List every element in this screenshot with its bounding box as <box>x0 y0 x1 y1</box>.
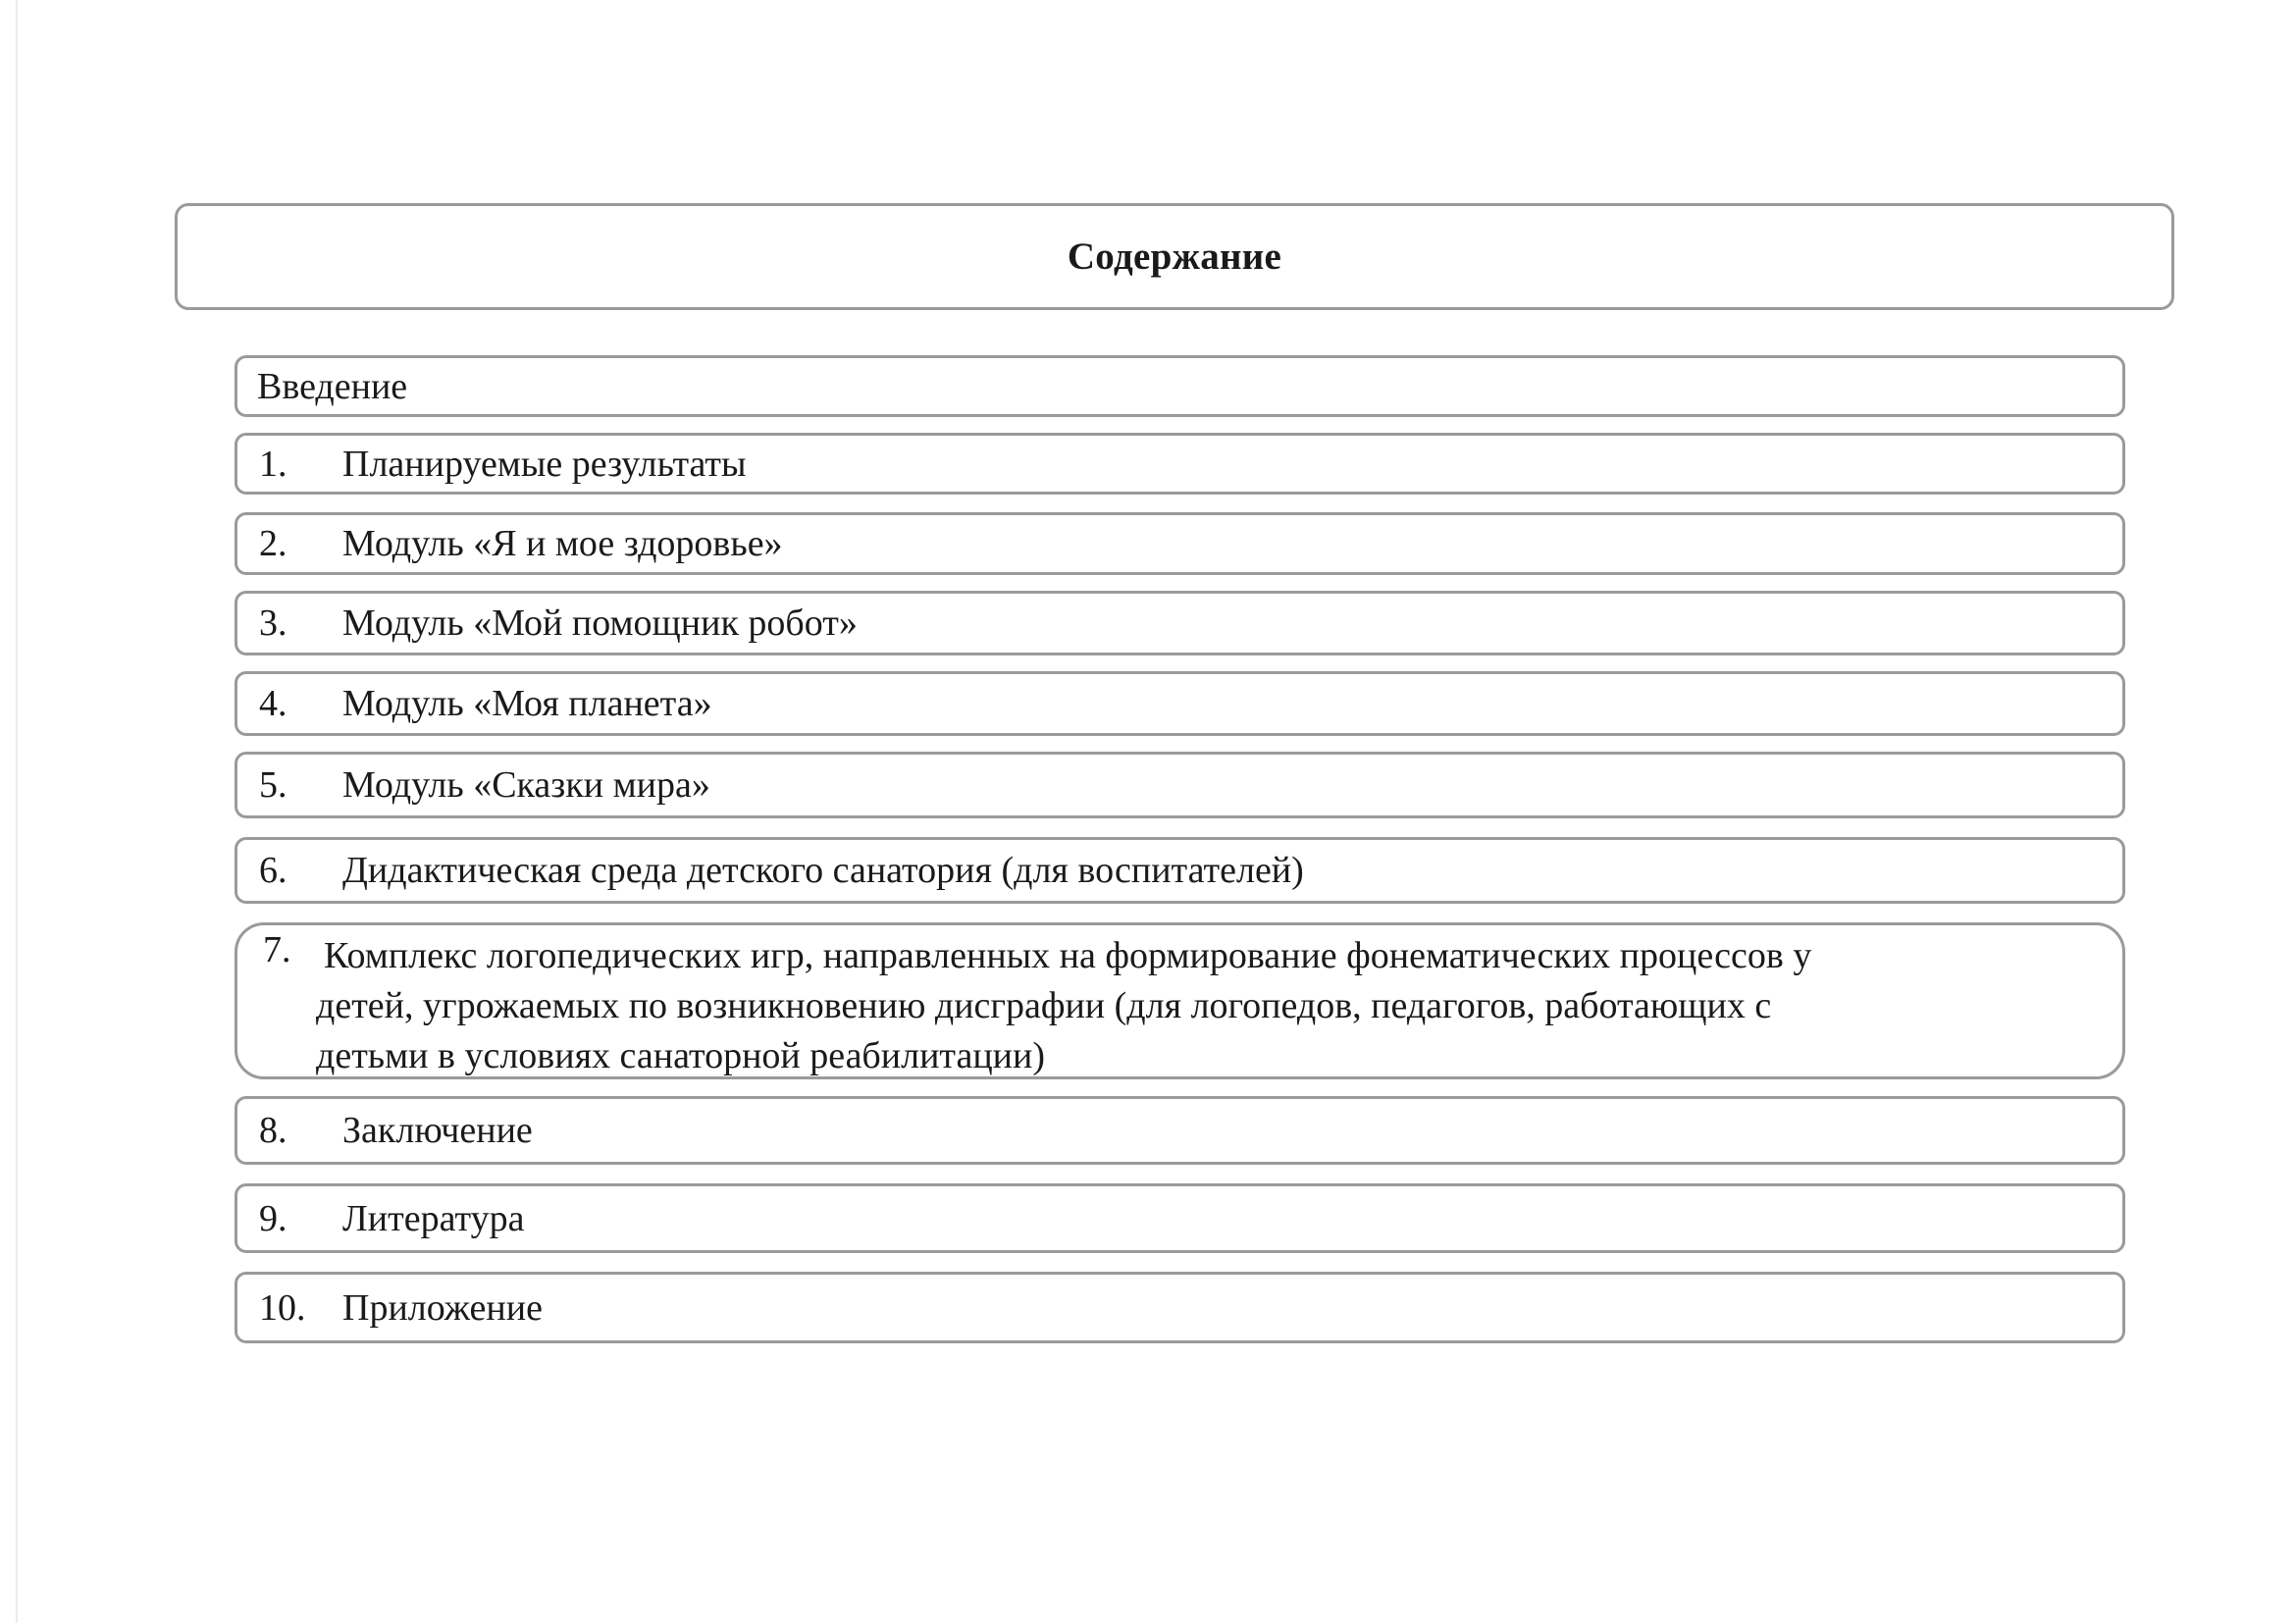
toc-item-2[interactable] <box>235 512 2125 575</box>
toc-item-6[interactable] <box>235 837 2125 904</box>
toc-item-4[interactable] <box>235 671 2125 736</box>
toc-item-label: Введение <box>257 365 408 407</box>
toc-item-number: 10. <box>259 1286 306 1329</box>
toc-item-7[interactable] <box>235 922 2125 1079</box>
toc-item-10[interactable] <box>235 1272 2125 1343</box>
toc-item-number: 7. <box>263 929 291 970</box>
toc-item-label: Модуль «Мой помощник робот» <box>342 602 858 644</box>
toc-item-number: 4. <box>259 683 287 724</box>
toc-item-label-line: детей, угрожаемых по возникновению дисграфии (для логопедов, педагогов, работающих с <box>316 985 1772 1026</box>
toc-item-introduction[interactable] <box>235 355 2125 417</box>
toc-item-number: 8. <box>259 1110 287 1151</box>
toc-item-number: 2. <box>259 523 287 564</box>
toc-item-label: Литература <box>342 1197 525 1239</box>
toc-item-number: 1. <box>259 443 287 485</box>
toc-item-number: 5. <box>259 764 287 806</box>
toc-item-label-line: Комплекс логопедических игр, направленных на формирование фонематических процессов у <box>324 935 1812 976</box>
toc-item-1[interactable] <box>235 433 2125 495</box>
scan-edge-shadow <box>16 0 18 1623</box>
title-box <box>175 203 2174 310</box>
toc-item-label: Планируемые результаты <box>342 443 747 485</box>
toc-item-label: Заключение <box>342 1110 533 1151</box>
toc-item-label: Модуль «Моя планета» <box>342 683 712 724</box>
toc-item-label: Модуль «Я и мое здоровье» <box>342 523 783 564</box>
toc-item-number: 9. <box>259 1197 287 1239</box>
toc-item-3[interactable] <box>235 591 2125 655</box>
toc-item-label: Дидактическая среда детского санатория (для воспитателей) <box>342 850 1304 891</box>
page-title: Содержание <box>1067 236 1282 278</box>
toc-item-5[interactable] <box>235 752 2125 818</box>
toc-item-number: 6. <box>259 850 287 891</box>
toc-item-9[interactable] <box>235 1183 2125 1253</box>
toc-item-label: Приложение <box>342 1286 543 1329</box>
toc-item-label: Модуль «Сказки мира» <box>342 764 710 806</box>
toc-item-8[interactable] <box>235 1096 2125 1165</box>
toc-item-number: 3. <box>259 602 287 644</box>
toc-item-label <box>308 925 2090 1081</box>
toc-item-label-line: детьми в условиях санаторной реабилитации) <box>316 1035 1046 1076</box>
